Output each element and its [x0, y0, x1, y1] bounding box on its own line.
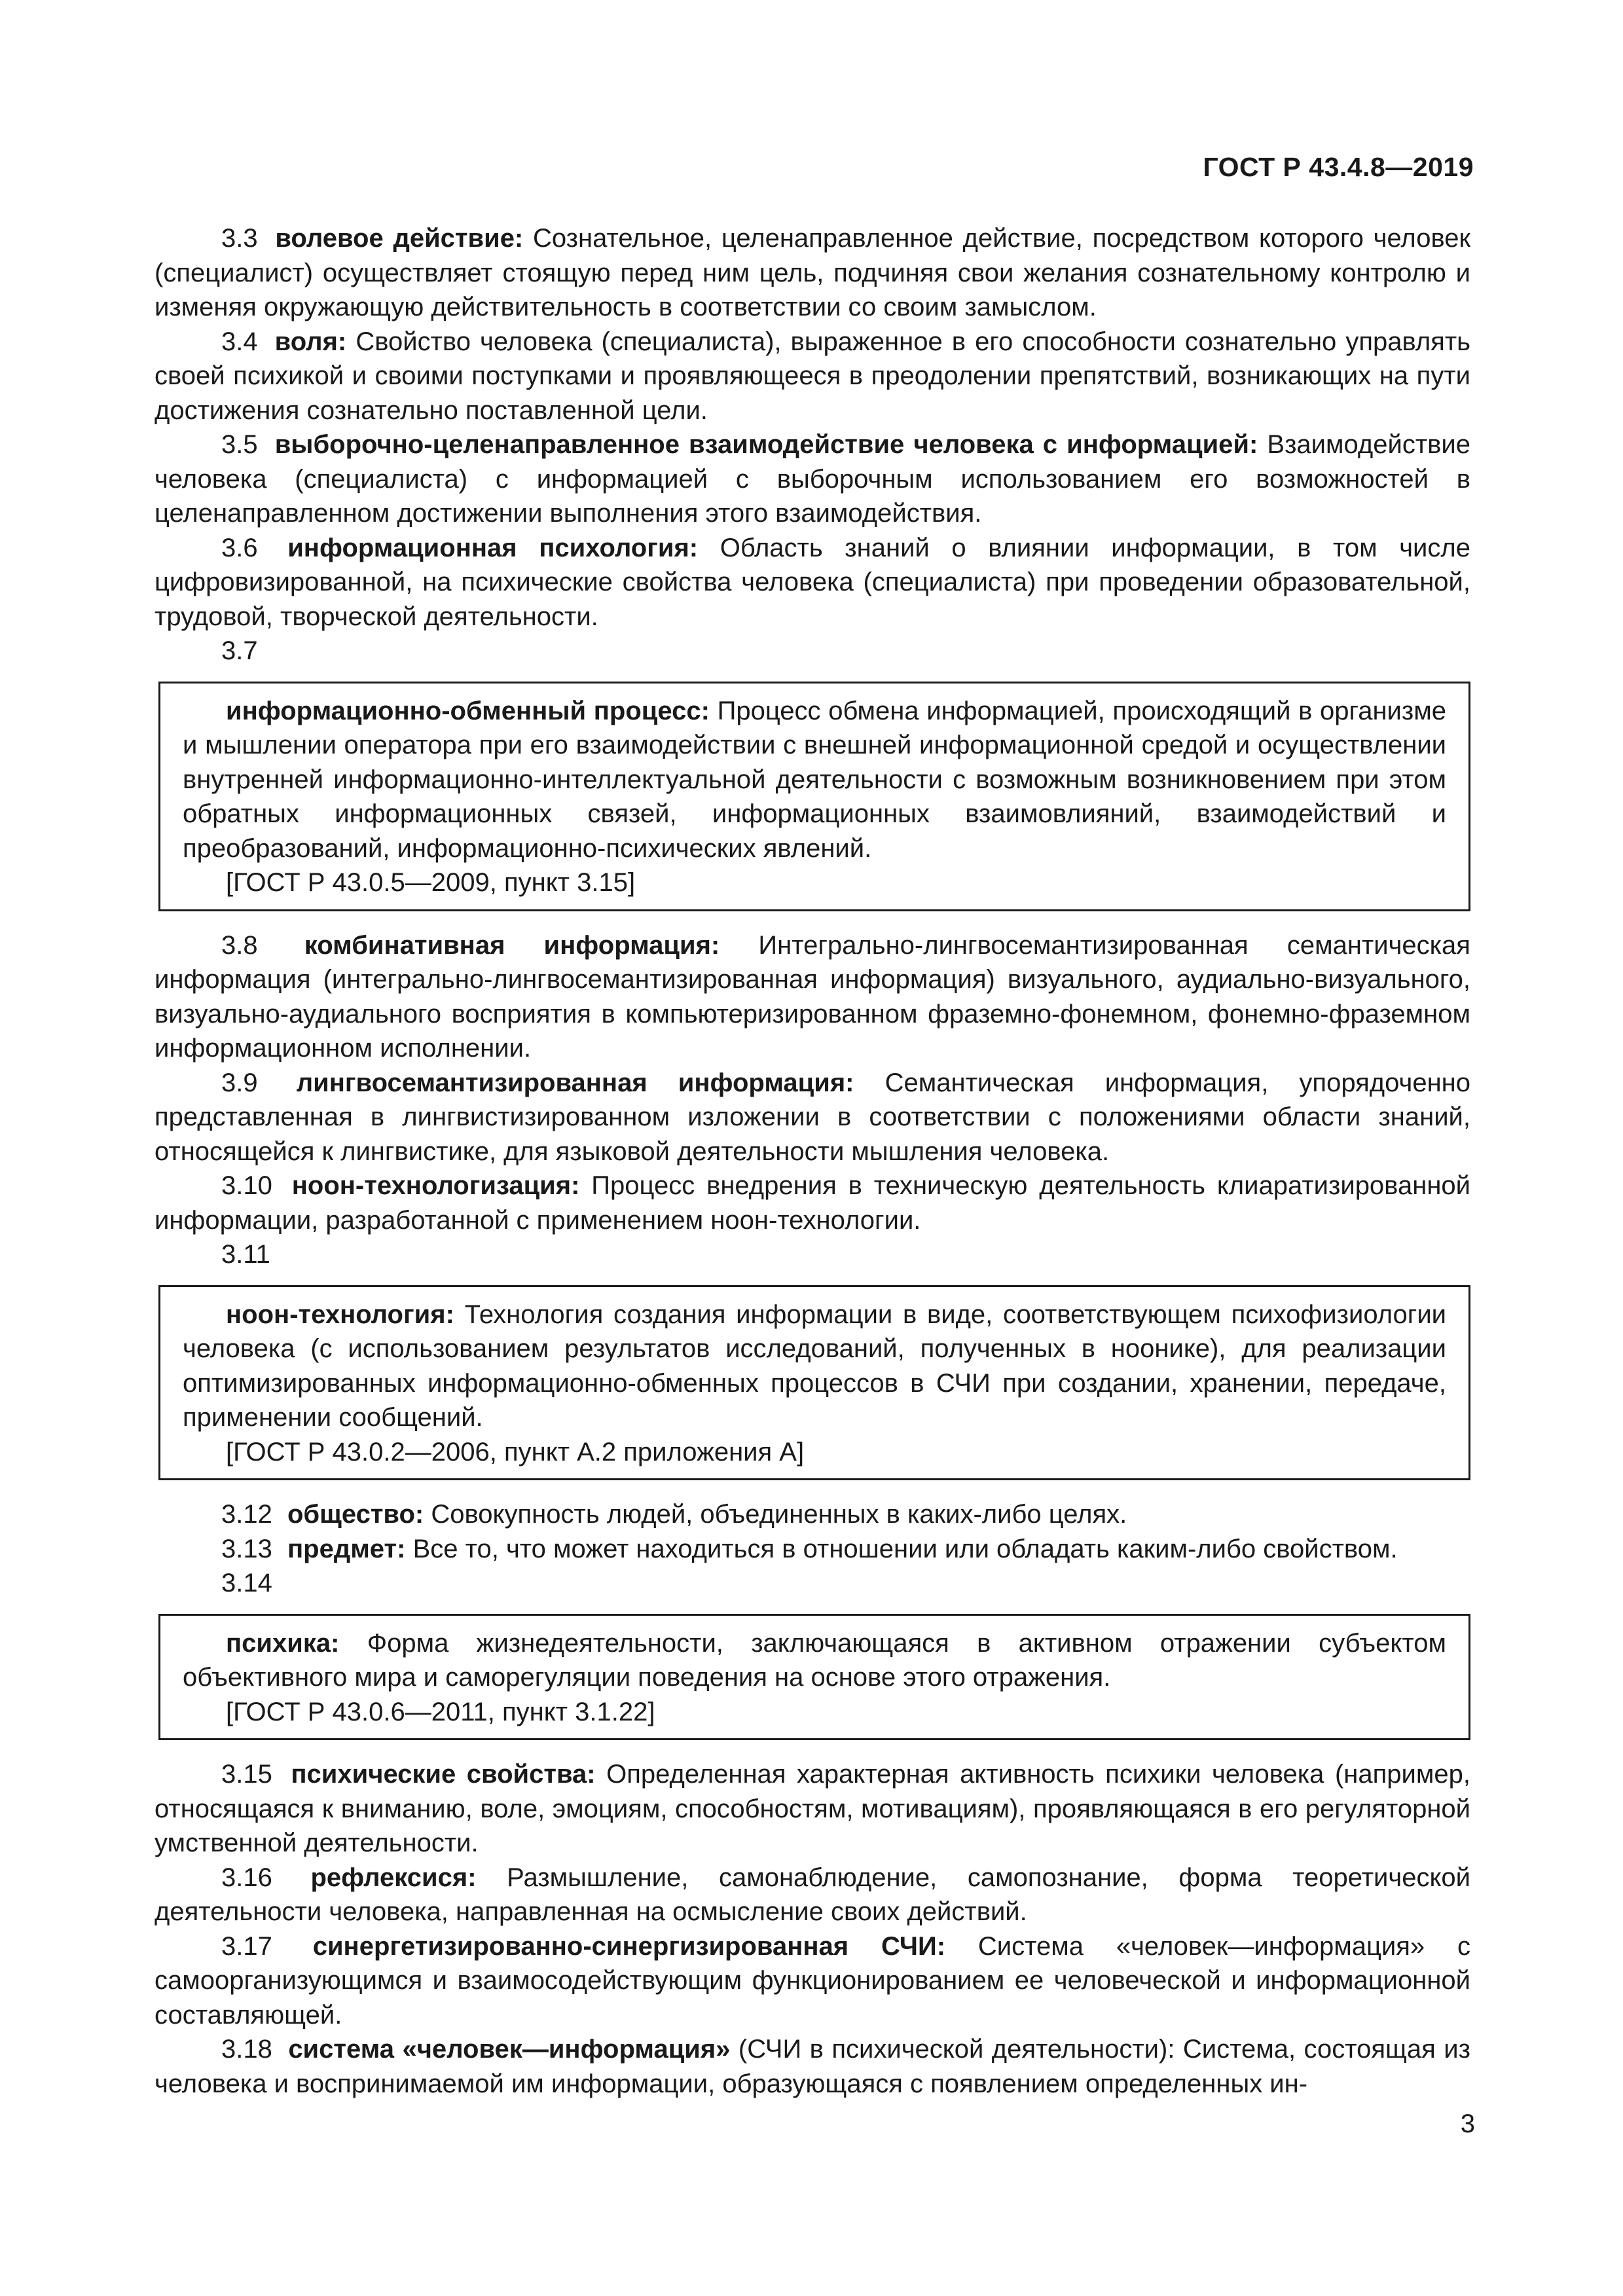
term-title: общество: — [287, 1500, 424, 1529]
term-number: 3.4 — [221, 327, 258, 356]
term-definition: Процесс внедрения в техническую деятельность клиаратизированной информации, разработанной с применением ноон-технологии. — [155, 1171, 1470, 1235]
term-definition: Область знаний о влиянии информации, в том числе цифровизированной, на психические свойства человека (специалиста) при проведении образовательной, трудовой, творческой деятельности. — [155, 533, 1470, 631]
quoted-term-box — [158, 1614, 1470, 1741]
term-entry — [155, 1861, 1470, 1929]
term-title: предмет: — [287, 1534, 406, 1563]
term-entry — [155, 531, 1470, 634]
term-number: 3.14 — [221, 1569, 272, 1597]
term-definition: Интегрально-лингвосемантизированная семантическая информация (интегрально-лингвосемантизированная информация) визуального, аудиально-визуального, визуально-аудиального восприятия в компьютеризированном фраземно-фонемном, фонемно-фраземном информационном исполнении. — [155, 930, 1470, 1063]
term-title: ноон-технологизация: — [291, 1171, 580, 1200]
term-number: 3.17 — [221, 1931, 272, 1961]
term-title: комбинативная информация: — [304, 930, 720, 960]
term-number: 3.6 — [221, 533, 258, 562]
term-definition: Сознательное, целенаправленное действие, посредством которого человек (специалист) осуществляет стоящую перед ним цель, подчиняя свои желания сознательному контролю и изменяя окружающую действительность в соответствии со своим замыслом. — [155, 224, 1470, 321]
term-number: 3.12 — [221, 1500, 272, 1529]
standard-designation: ГОСТ Р 43.4.8—2019 — [1203, 152, 1474, 182]
term-entry — [155, 325, 1470, 428]
term-definition: (СЧИ в психической деятельности): Система, состоящая из человека и воспринимаемой им информации, образующаяся с появлением определенных ин- — [155, 2035, 1470, 2098]
term-title: рефлексися: — [310, 1863, 477, 1892]
term-title: психика: — [226, 1628, 340, 1658]
term-entry — [155, 1497, 1470, 1532]
term-number: 3.5 — [221, 430, 258, 459]
term-title: система «человек—информация» — [288, 2035, 731, 2064]
term-entry — [155, 1929, 1470, 2033]
term-title: информационно-обменный процесс: — [226, 696, 710, 725]
term-number: 3.8 — [221, 930, 258, 960]
term-title: выборочно-целенаправленное взаимодействие человека с информацией: — [274, 430, 1258, 459]
term-number: 3.15 — [221, 1760, 272, 1789]
term-number: 3.18 — [221, 2035, 272, 2064]
quoted-term-text — [183, 1298, 1446, 1435]
term-entry — [155, 1532, 1470, 1567]
quoted-term-text — [183, 694, 1446, 866]
term-entry — [155, 1169, 1470, 1237]
term-entry — [155, 928, 1470, 1066]
term-entry — [155, 428, 1470, 531]
term-definition: Все то, что может находиться в отношении или обладать каким-либо свойством. — [412, 1534, 1398, 1563]
term-number: 3.10 — [221, 1171, 272, 1200]
term-source-reference: [ГОСТ Р 43.0.5—2009, пункт 3.15] — [226, 868, 636, 897]
term-definition: Процесс обмена информацией, происходящий в организме и мышлении оператора при его взаимодействии с внешней информационной средой и осуществлении внутренней информационно-интеллектуальной деятельности с возможным возникновением при этом обратных информационных связей, информационных взаимовлияний, взаимодействий и преобразований, информационно-психических явлений. — [183, 696, 1446, 863]
term-title: лингвосемантизированная информация: — [296, 1068, 854, 1097]
term-source-reference: [ГОСТ Р 43.0.2—2006, пункт А.2 приложения А] — [226, 1437, 805, 1467]
term-title: волевое действие: — [275, 224, 524, 253]
term-entry — [155, 1757, 1470, 1861]
term-definition: Технология создания информации в виде, соответствующем психофизиологии человека (с использованием результатов исследований, полученных в ноонике), для реализации оптимизированных информационно-обменных процессов в СЧИ при создании, хранении, передаче, применении сообщений. — [183, 1300, 1446, 1432]
term-entry — [155, 221, 1470, 325]
term-definition: Система «человек—информация» с самоорганизующимся и взаимосодействующим функционированием ее человеческой и информационной составляющей. — [155, 1931, 1470, 2030]
term-title: синергетизированно-синергизированная СЧИ: — [312, 1931, 946, 1961]
term-title: воля: — [274, 327, 347, 356]
term-entry — [155, 1566, 1470, 1601]
quoted-term-text — [183, 1626, 1446, 1695]
term-number: 3.9 — [221, 1068, 258, 1097]
term-definition: Совокупность людей, объединенных в каких-либо целях. — [431, 1500, 1127, 1529]
term-title: ноон-технология: — [226, 1300, 454, 1329]
term-definition: Свойство человека (специалиста), выраженное в его способности сознательно управлять своей психикой и своими поступками и проявляющееся в преодолении препятствий, возникающих на пути достижения сознательно поставленной цели. — [155, 327, 1470, 425]
term-source-reference: [ГОСТ Р 43.0.6—2011, пункт 3.1.22] — [226, 1697, 655, 1726]
term-entry — [155, 1237, 1470, 1272]
term-definition: Определенная характерная активность психики человека (например, относящаяся к вниманию, воле, эмоциям, способностям, мотивациям), проявляющаяся в его регуляторной умственной деятельности. — [155, 1760, 1470, 1857]
term-number: 3.16 — [221, 1863, 272, 1892]
term-entry — [155, 1066, 1470, 1169]
term-definition: Размышление, самонаблюдение, самопознание, форма теоретической деятельности человека, направленная на осмысление своих действий. — [155, 1863, 1470, 1926]
term-definition: Взаимодействие человека (специалиста) с информацией с выборочным использованием его возможностей в целенаправленном достижении выполнения этого взаимодействия. — [155, 430, 1470, 528]
terms-section — [155, 221, 1470, 2101]
quoted-term-box — [158, 1285, 1470, 1481]
term-title: информационная психология: — [287, 533, 699, 562]
page-number: 3 — [1460, 2109, 1475, 2138]
quoted-term-box — [158, 682, 1470, 911]
term-number: 3.7 — [221, 636, 258, 665]
term-definition: Семантическая информация, упорядоченно представленная в лингвистизированном изложении в соответствии с положениями области знаний, относящейся к лингвистике, для языковой деятельности мышления человека. — [155, 1068, 1471, 1166]
term-definition: Форма жизнедеятельности, заключающаяся в активном отражении субъектом объективного мира и саморегуляции поведения на основе этого отражения. — [183, 1628, 1446, 1692]
term-number: 3.11 — [221, 1240, 270, 1269]
term-entry — [155, 634, 1470, 668]
term-number: 3.13 — [221, 1534, 272, 1563]
term-entry — [155, 2032, 1470, 2101]
term-title: психические свойства: — [291, 1760, 596, 1789]
term-number: 3.3 — [221, 224, 258, 253]
